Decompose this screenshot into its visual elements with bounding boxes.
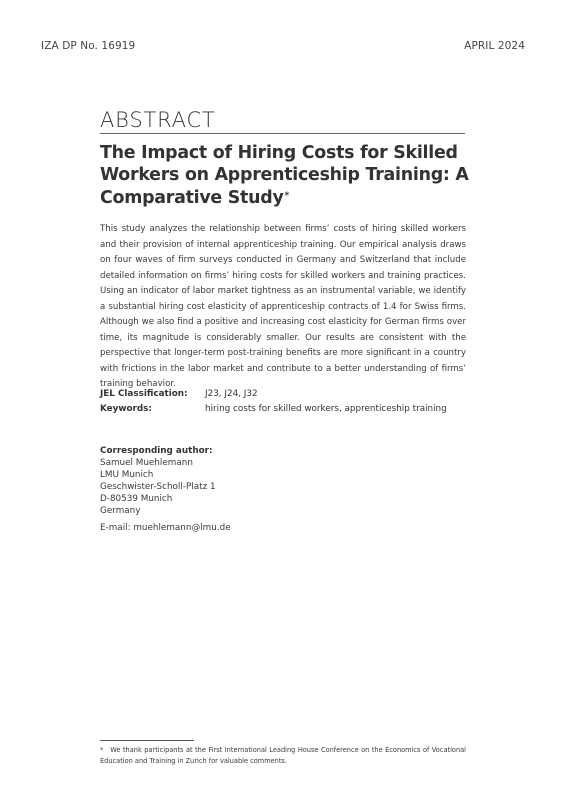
title-divider: [100, 133, 465, 134]
paper-title-text: The Impact of Hiring Costs for Skilled Workers on Apprenticeship Training: A Comparative Study: [100, 143, 469, 208]
keywords-value: hiring costs for skilled workers, apprenticeship training: [205, 404, 447, 414]
keywords-label: Keywords:: [100, 404, 152, 414]
title-footnote-marker: *: [284, 190, 290, 201]
author-organization: LMU Munich: [100, 470, 154, 481]
footnote: [100, 745, 466, 767]
author-city: D-80539 Munich: [100, 494, 173, 505]
series-number: IZA DP No. 16919: [41, 40, 136, 52]
footnote-divider: [100, 740, 194, 741]
footnote-text: We thank participants at the First International Leading House Conference on the Economics of Vocational Education and Training in Zurich for valuable comments.: [100, 746, 466, 766]
jel-row: [100, 389, 258, 399]
corresponding-author-block: [100, 445, 231, 534]
section-title: ABSTRACT: [100, 108, 216, 132]
abstract-text: This study analyzes the relationship between firms’ costs of hiring skilled workers and their provision of internal apprenticeship training. Our empirical analysis draws on four waves of firm surveys conducted in Germany and Switzerland that include detailed information on firms’ hiring costs for skilled workers and training practices. Using an indicator of labor market tightness as an instrumental variable, we identify a substantial hiring cost elasticity of apprenticeship contracts of 1.4 for Swiss firms. Although we also find a positive and increasing cost elasticity for German firms over time, its magnitude is considerably smaller. Our results are consistent with the perspective that longer-term post-training benefits are more significant in a country with frictions in the labor market and contribute to a better understanding of firms’ training behavior.: [100, 224, 466, 389]
keywords-row: [100, 404, 447, 414]
footnote-marker: *: [100, 746, 104, 754]
jel-label: JEL Classification:: [100, 389, 188, 399]
paper-title: [100, 142, 470, 209]
author-country: Germany: [100, 506, 141, 517]
author-name: Samuel Muehlemann: [100, 458, 193, 469]
author-email: E-mail: muehlemann@lmu.de: [100, 522, 231, 533]
jel-value: J23, J24, J32: [205, 389, 258, 399]
author-street: Geschwister-Scholl-Platz 1: [100, 482, 216, 493]
publication-date: APRIL 2024: [464, 40, 525, 52]
corresponding-author-heading: Corresponding author:: [100, 446, 213, 456]
